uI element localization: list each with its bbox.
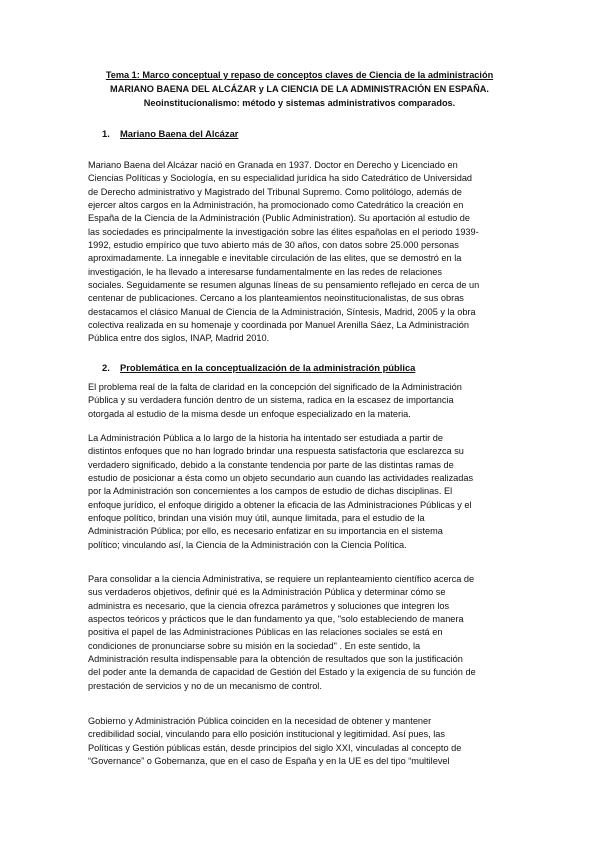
text-line: centenar de publicaciones. Cercano a los planteamientos neoinstitucionalistas, de sus obras [88, 293, 464, 304]
text-line: Políticas y Gestión públicas están, desde principios del siglo XXI, vinculadas al concepto de [88, 742, 462, 753]
text-line: enfoque político, brindan una visión muy útil, aunque limitada, para el estudio de la [88, 513, 425, 524]
text-line: investigación, le ha llevado a interesarse fundamentalmente en las redes de relaciones [88, 266, 442, 277]
text-line: positiva el papel de las Administraciones Públicas en las relaciones sociales se está en [88, 627, 443, 638]
text-line: del poder ante la demanda de capacidad de Gestión del Estado y la exigencia de su función de [88, 667, 476, 678]
paragraph-approaches [88, 432, 518, 552]
text-line: Pública entre dos siglos, INAP, Madrid 2010. [88, 333, 270, 344]
text-line: otorgada al estudio de la misma desde un enfoque especializado en la materia. [88, 408, 411, 419]
section-title: Mariano Baena del Alcázar [120, 128, 239, 139]
text-line: aproximadamente. La innegable e inevitable circulación de las elites, que se demostró en la [88, 253, 462, 264]
text-line: Pública y su verdadera función dentro de un sistema, radica en la escasez de importancia [88, 395, 454, 406]
text-line: por la Administración son concernientes a los campos de estudio de dichas disciplinas. El [88, 486, 453, 497]
text-line: Mariano Baena del Alcázar nació en Granada en 1937. Doctor en Derecho y Licenciado en [88, 160, 458, 170]
text-line: “Governance” o Gobernanza, que en el caso de España y en la UE es del tipo “multilevel [88, 756, 450, 767]
section-title: Problemática en la conceptualización de la administración pública [120, 362, 416, 373]
text-line: Gobierno y Administración Pública coinciden en la necesidad de obtener y mantener [88, 716, 432, 726]
document-header-theme: Neoinstitucionalismo: método y sistemas administrativos comparados. [143, 98, 456, 108]
text-line: colectiva realizada en su homenaje y coordinada por Manuel Arenilla Sáez, La Administración [88, 320, 469, 331]
text-line: ejercer altos cargos en la Administración, ha promocionado como Catedrático la creación en [88, 200, 464, 211]
text-line: Administración resulta indispensable para la obtención de resultados que son la justificación [88, 654, 463, 665]
text-line: Ciencias Políticas y Sociología, en su especialidad jurídica ha sido Catedrático de Universidad [88, 173, 473, 184]
paragraph-biography [88, 159, 518, 346]
text-line: estudio de posicionar a ésta como un objeto secundario aun cuando las actividades realizadas [88, 473, 474, 484]
section-heading-1 [102, 127, 238, 140]
text-line: sociales. Seguidamente se resumen algunas líneas de su pensamiento reflejado en cerca de un [88, 280, 480, 291]
topic-title: Tema 1: Marco conceptual y repaso de conceptos claves de Ciencia de la administración [105, 70, 494, 80]
text-line: político; vinculando así, la Ciencia de la Administración con la Ciencia Política. [88, 539, 407, 550]
document-header-subtitle: MARIANO BAENA DEL ALCÁZAR y LA CIENCIA DE LA ADMINISTRACIÓN EN ESPAÑA. [110, 84, 489, 94]
paragraph-governance [88, 715, 518, 768]
text-line: condiciones de pronunciarse sobre su misión en la sociedad" . En este sentido, la [88, 640, 421, 651]
paragraph-problem [88, 381, 518, 421]
text-line: prestación de servicios y no de un mecanismo de control. [88, 680, 322, 691]
text-line: distintos enfoques que no han logrado brindar una respuesta satisfactoria que esclarezca su [88, 446, 464, 457]
text-line: sus verdaderos objetivos, definir qué es la Administración Pública y determinar cómo se [88, 587, 446, 598]
text-line: las sociedades es principalmente la investigación sobre las élites españolas en el periodo 1939- [88, 226, 479, 237]
section-number: 2. [102, 362, 110, 373]
text-line: verdadero significado, debido a la constante tendencia por parte de las distintas ramas de [88, 459, 454, 470]
text-line: de Derecho administrativo y Magistrado del Tribunal Supremo. Como politólogo, además de [88, 186, 462, 197]
text-line: España de la Ciencia de la Administración (Public Administration). Su aportación al estudio de [88, 213, 471, 224]
text-line: administra es necesario, que la ciencia ofrezca parámetros y soluciones que integren los [88, 600, 450, 611]
text-line: destacamos el clásico Manual de Ciencia de la Administración, Síntesis, Madrid, 2005 y la obra [88, 306, 476, 317]
text-line: enfoque jurídico, el enfoque dirigido a obtener la eficacia de las Administraciones Públicas y el [88, 499, 472, 510]
text-line: credibilidad social, vinculando para ello posición institucional y legitimidad. Así pues, las [88, 729, 445, 740]
text-line: La Administración Pública a lo largo de la historia ha intentado ser estudiada a partir de [88, 433, 443, 443]
text-line: Para consolidar a la ciencia Administrativa, se requiere un replanteamiento científico acerca de [88, 574, 475, 584]
section-number: 1. [102, 128, 110, 139]
text-line: El problema real de la falta de claridad en la concepción del significado de la Administración [88, 382, 462, 392]
document-header-topic [60, 69, 539, 82]
text-line: 1992, estudio empírico que tuvo abierto más de 30 años, con datos sobre 25.000 personas [88, 240, 459, 251]
text-line: aspectos teóricos y prácticos que le dan fundamento ya que, "solo estableciendo de manera [88, 614, 464, 625]
paragraph-consolidation [88, 573, 518, 693]
section-heading-2 [102, 361, 415, 374]
text-line: Administración Pública; por ello, es necesario enfatizar en su importancia en el sistema [88, 526, 443, 537]
